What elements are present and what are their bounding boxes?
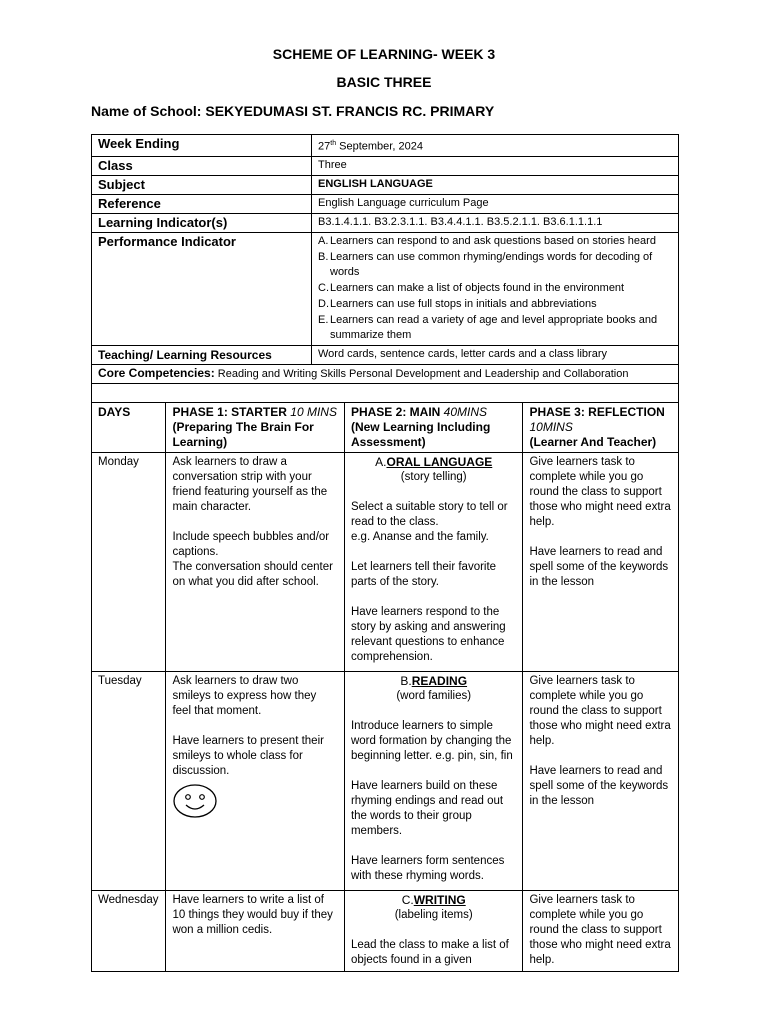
indicator-label: Learning Indicator(s) [92, 213, 312, 232]
phase3-cell: Give learners task to complete while you go round the class to support those who might need extra help. Have learners to read and spell some of the keywords in the lesson [523, 453, 679, 672]
performance-item: D. Learners can use full stops in initials and abbreviations [318, 297, 597, 310]
phase2-cell: B.READING (word families) Introduce learners to simple word formation by changing the beginning letter. e.g. pin, sin, fin Have learners build on these rhyming endings and read out the words to their group members. Have learners form sentences with these rhyming words. [344, 672, 523, 891]
oral-language-heading: A.ORAL LANGUAGE [375, 455, 493, 469]
class-value: Three [312, 156, 679, 175]
info-row-performance [92, 232, 679, 345]
indicator-value: B3.1.4.1.1. B3.2.3.1.1. B3.4.4.1.1. B3.5.2.1.1. B3.6.1.1.1.1 [312, 213, 679, 232]
info-row-indicator [92, 213, 679, 232]
day-cell: Monday [92, 453, 166, 672]
performance-list [318, 234, 672, 343]
blank-cell [92, 383, 679, 402]
days-header: DAYS [92, 403, 166, 453]
day-cell: Wednesday [92, 891, 166, 972]
class-label: Class [92, 156, 312, 175]
phase3-cell: Give learners task to complete while you go round the class to support those who might need extra help. Have learners to read and spell some of the keywords in the lesson [523, 672, 679, 891]
core-competencies [92, 364, 679, 383]
phase2-cell: C.WRITING (labeling items) Lead the class to make a list of objects found in a given [344, 891, 523, 972]
table-row-tuesday [92, 672, 679, 891]
writing-heading: C.WRITING [401, 893, 466, 907]
day-cell: Tuesday [92, 672, 166, 891]
phases-header-row [92, 403, 679, 453]
phase1-cell: Ask learners to draw two smileys to express how they feel that moment. Have learners to present their smileys to whole class for discussion. [166, 672, 345, 891]
school-label: Name of School: [91, 103, 202, 119]
phase1-cell: Have learners to write a list of 10 things they would buy if they won a million cedis. [166, 891, 345, 972]
reference-value: English Language curriculum Page [312, 194, 679, 213]
info-row-week-ending [92, 135, 679, 157]
performance-item: A. Learners can respond to and ask questions based on stories heard [318, 234, 656, 247]
table-row-wednesday [92, 891, 679, 972]
week-ending-value [312, 135, 679, 157]
info-row-core [92, 364, 679, 383]
core-value: Reading and Writing Skills Personal Development and Leadership and Collaboration [217, 367, 629, 380]
performance-value [312, 232, 679, 345]
info-row-subject [92, 175, 679, 194]
resources-value: Word cards, sentence cards, letter cards and a class library [312, 345, 679, 364]
phase2-cell: A.ORAL LANGUAGE (story telling) Select a suitable story to tell or read to the class. e.g. Ananse and the family. Let learners tell their favorite parts of the story. Have learners respond to the story by asking and answering relevant questions to enhance comprehension. [344, 453, 523, 672]
school-name: SEKYEDUMASI ST. FRANCIS RC. PRIMARY [205, 103, 495, 119]
phase3-header: PHASE 3: REFLECTION 10MINS (Learner And Teacher) [523, 403, 679, 453]
performance-label: Performance Indicator [92, 232, 312, 345]
phases-table [91, 402, 679, 972]
performance-item: C. Learners can make a list of objects found in the environment [318, 281, 625, 294]
info-row-blank [92, 383, 679, 402]
reference-label: Reference [92, 194, 312, 213]
info-row-resources [92, 345, 679, 364]
school-line [91, 103, 494, 119]
phase2-header: PHASE 2: MAIN 40MINS (New Learning Including Assessment) [344, 403, 523, 453]
week-ending-rest: September, 2024 [336, 140, 423, 153]
info-row-reference [92, 194, 679, 213]
subject-value: ENGLISH LANGUAGE [312, 175, 679, 194]
performance-item: E. Learners can read a variety of age and level appropriate books and summarize them [318, 313, 658, 341]
phase1-header: PHASE 1: STARTER 10 MINS (Preparing The Brain For Learning) [166, 403, 345, 453]
week-ending-day: 27 [318, 140, 331, 153]
info-row-class [92, 156, 679, 175]
smiley-icon [172, 783, 218, 819]
phase1-cell: Ask learners to draw a conversation strip with your friend featuring yourself as the main character. Include speech bubbles and/or captions. The conversation should center on what you did after school. [166, 453, 345, 672]
subject-label: Subject [92, 175, 312, 194]
reading-heading: B.READING [400, 674, 468, 688]
info-table [91, 134, 679, 403]
page-title: SCHEME OF LEARNING- WEEK 3 [272, 46, 496, 62]
week-ending-label: Week Ending [92, 135, 312, 157]
page-subtitle: BASIC THREE [336, 74, 432, 90]
performance-item: B. Learners can use common rhyming/endings words for decoding of words [318, 250, 653, 278]
week-ending-sup: th [330, 140, 337, 147]
core-label: Core Competencies: [98, 365, 215, 380]
resources-label: Teaching/ Learning Resources [92, 345, 312, 364]
phase3-cell: Give learners task to complete while you go round the class to support those who might need extra help. [523, 891, 679, 972]
table-row-monday [92, 453, 679, 672]
